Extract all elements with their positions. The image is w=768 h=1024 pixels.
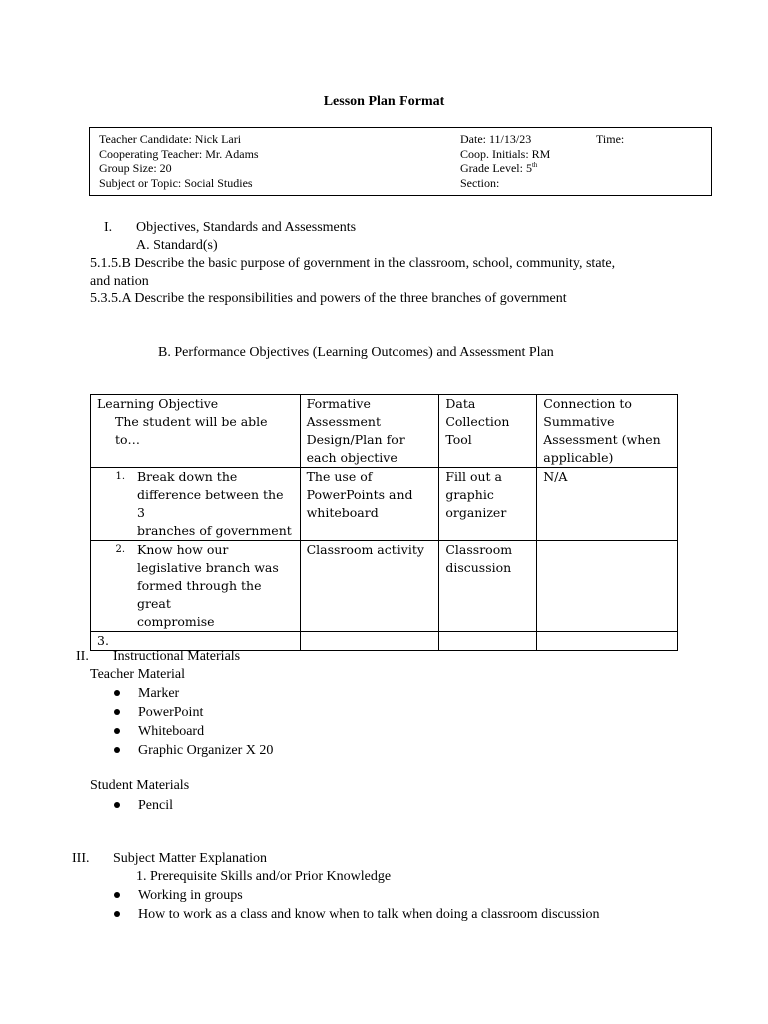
header-text: each objective xyxy=(306,450,398,465)
bullet-icon xyxy=(114,892,120,898)
cell-text: Break down the xyxy=(137,469,238,484)
objectives-table xyxy=(90,394,678,651)
formative-cell xyxy=(300,468,439,541)
cell-text: Classroom activity xyxy=(306,542,424,557)
cell-text: The use of xyxy=(306,469,373,484)
summative-cell xyxy=(537,541,678,632)
cell-text: organizer xyxy=(445,505,507,520)
cell-text: Classroom xyxy=(445,542,513,557)
formative-cell xyxy=(300,632,439,651)
student-materials-label: Student Materials xyxy=(90,778,190,793)
row-number: 2. xyxy=(115,544,125,555)
header-learning-objective xyxy=(91,395,301,468)
tool-cell xyxy=(439,468,537,541)
list-item xyxy=(114,703,203,722)
section-1-numeral: I. xyxy=(104,220,113,235)
list-item-text: Whiteboard xyxy=(138,724,205,739)
header-formative xyxy=(300,395,439,468)
row-number: 1. xyxy=(115,471,125,482)
section: Section: xyxy=(460,175,500,190)
list-item xyxy=(114,886,243,905)
cell-text: N/A xyxy=(543,469,568,484)
date: Date: 11/13/23 xyxy=(460,132,532,146)
header-text: Data xyxy=(445,396,476,411)
subject-topic: Subject or Topic: Social Studies xyxy=(99,175,253,190)
standards-subheading: A. Standard(s) xyxy=(136,238,218,253)
header-text: Connection to xyxy=(543,396,632,411)
header-text: Design/Plan for xyxy=(306,432,405,447)
header-text: Learning Objective xyxy=(97,396,219,411)
cell-text: Know how our xyxy=(137,542,229,557)
list-item-text: Marker xyxy=(138,686,180,701)
header-text: Tool xyxy=(445,432,472,447)
section-3-numeral: III. xyxy=(72,851,90,866)
header-right-column xyxy=(596,132,624,147)
header-data-collection xyxy=(439,395,537,468)
list-item xyxy=(114,905,600,924)
teacher-material-label: Teacher Material xyxy=(90,667,186,682)
standard-1-line-2: and nation xyxy=(90,274,149,289)
teacher-candidate: Teacher Candidate: Nick Lari xyxy=(99,132,242,146)
table-header-row xyxy=(91,395,678,468)
list-item-text: Graphic Organizer X 20 xyxy=(138,743,274,758)
cell-text: PowerPoints and xyxy=(306,487,413,502)
header-left-column xyxy=(99,132,259,190)
group-size: Group Size: 20 xyxy=(99,161,172,175)
bullet-icon xyxy=(114,911,120,917)
coop-initials: Coop. Initials: RM xyxy=(460,146,551,161)
header-text: Collection xyxy=(445,414,510,429)
bullet-icon xyxy=(114,690,120,696)
performance-objectives-subheading: B. Performance Objectives (Learning Outcomes) and Assessment Plan xyxy=(158,345,554,360)
cooperating-teacher: Cooperating Teacher: Mr. Adams xyxy=(99,146,259,161)
header-text: Assessment xyxy=(306,414,382,429)
header-middle-column xyxy=(460,132,550,190)
header-text: Assessment (when xyxy=(543,432,661,447)
table-row xyxy=(91,468,678,541)
list-item-text: How to work as a class and know when to talk when doing a classroom discussion xyxy=(138,907,600,922)
header-text: applicable) xyxy=(543,450,614,465)
header-text: Formative xyxy=(306,396,371,411)
time: Time: xyxy=(596,132,625,146)
bullet-icon xyxy=(114,728,120,734)
header-text: The student will be able to… xyxy=(115,414,268,447)
list-item-text: Pencil xyxy=(138,798,173,813)
standard-1-line-1: 5.1.5.B Describe the basic purpose of government in the classroom, school, community, state, xyxy=(90,256,616,271)
table-row xyxy=(91,541,678,632)
grade-superscript: th xyxy=(531,161,538,169)
section-2-heading: Instructional Materials xyxy=(113,649,241,664)
formative-cell xyxy=(300,541,439,632)
header-text: Summative xyxy=(543,414,615,429)
cell-text: compromise xyxy=(137,614,215,629)
summative-cell xyxy=(537,468,678,541)
bullet-icon xyxy=(114,747,120,753)
cell-text: discussion xyxy=(445,560,512,575)
list-item xyxy=(114,796,173,815)
objective-cell: 3. xyxy=(91,632,301,651)
cell-text: graphic xyxy=(445,487,494,502)
cell-text: formed through the great xyxy=(137,578,262,611)
section-1-heading: Objectives, Standards and Assessments xyxy=(136,220,357,235)
tool-cell xyxy=(439,632,537,651)
cell-text: branches of government xyxy=(137,523,292,538)
document-title: Lesson Plan Format xyxy=(323,94,445,109)
summative-cell xyxy=(537,632,678,651)
cell-text: whiteboard xyxy=(306,505,379,520)
prerequisite-subheading: 1. Prerequisite Skills and/or Prior Knowledge xyxy=(136,869,392,884)
list-item xyxy=(114,684,179,703)
cell-text: Fill out a xyxy=(445,469,503,484)
list-item-text: Working in groups xyxy=(138,888,243,903)
grade-level-text: Grade Level: 5 xyxy=(460,161,532,175)
list-item xyxy=(114,741,273,760)
bullet-icon xyxy=(114,709,120,715)
cell-text: difference between the 3 xyxy=(137,487,284,520)
objective-cell xyxy=(91,541,301,632)
list-item-text: PowerPoint xyxy=(138,705,204,720)
header-info-box xyxy=(89,127,712,196)
tool-cell xyxy=(439,541,537,632)
section-2-numeral: II. xyxy=(76,649,89,664)
objective-cell xyxy=(91,468,301,541)
list-item xyxy=(114,722,204,741)
standard-2: 5.3.5.A Describe the responsibilities and powers of the three branches of government xyxy=(90,291,567,306)
bullet-icon xyxy=(114,802,120,808)
section-3-heading: Subject Matter Explanation xyxy=(113,851,267,866)
header-summative xyxy=(537,395,678,468)
grade-level xyxy=(460,161,550,176)
cell-text: legislative branch was xyxy=(137,560,279,575)
